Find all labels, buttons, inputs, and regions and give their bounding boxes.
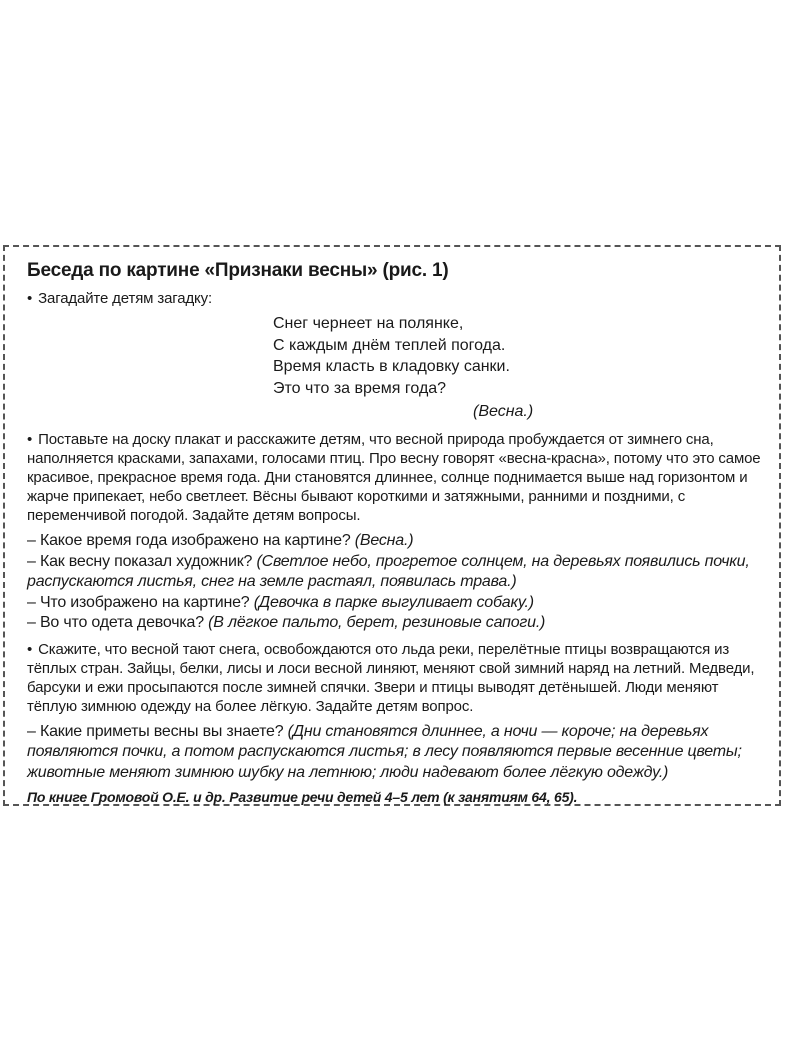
question-item xyxy=(27,531,761,552)
paragraph-spring-nature-text: Поставьте на доску плакат и расскажите детям, что весной природа пробуждается от зимнего сна, наполняется красками, запахами, голосами птиц. Про весну говорят «весна-красна», потому что это самое красивое, прекрасное время года. Дни становятся длиннее, солнце поднимается выше над горизонтом и жарче припекает, небо светлеет. Вёсны бывают короткими и затяжными, ранними и поздними, с переменчивой погодой. Задайте детям вопросы. xyxy=(27,431,761,524)
poem-line: С каждым днём теплей погода. xyxy=(273,336,506,354)
poem-line: Снег чернеет на полянке, xyxy=(273,315,464,332)
answer-text: (Дни становятся длиннее, а ночи — короче; на деревьях появляются почки, а потом распускаются листья; в лесу появляются первые весенние цветы; животные меняют зимнюю шубку на летнюю; люди надевают более лёгкую одежду.) xyxy=(27,722,742,781)
question-text: – Как весну показал художник? xyxy=(27,552,257,570)
paragraph-spring-animals-text: Скажите, что весной тают снега, освобождаются ото льда реки, перелётные птицы возвращаются из тёплых стран. Зайцы, белки, лисы и лоси весной линяют, меняют свой зимний наряд на летний. Медведи, барсуки и ежи просыпаются после зимней спячки. Звери и птицы выводят детёнышей. Люди меняют тёплую зимнюю одежду на более лёгкую. Задайте детям вопрос. xyxy=(27,640,755,715)
answer-text: (Весна.) xyxy=(354,532,414,549)
question-item xyxy=(27,593,761,614)
question-text: – Какое время года изображено на картине? xyxy=(27,532,355,549)
lesson-card xyxy=(3,245,781,806)
question-text: – Какие приметы весны вы знаете? xyxy=(27,722,288,740)
source-citation: По книге Громовой О.Е. и др. Развитие речи детей 4–5 лет (к занятиям 64, 65). xyxy=(27,789,578,805)
poem-line: Это что за время года? xyxy=(273,379,447,397)
riddle-poem xyxy=(273,313,761,399)
riddle-intro-text: Загадайте детям загадку: xyxy=(38,290,213,307)
answer-text: (Светлое небо, прогретое солнцем, на деревьях появились почки, распускаются листья, снег на земле растаял, появилась трава.) xyxy=(27,552,750,590)
riddle-answer: (Весна.) xyxy=(473,403,534,420)
paragraph-spring-animals xyxy=(27,640,761,716)
question-item xyxy=(27,613,761,634)
question-item xyxy=(27,552,761,593)
paragraph-spring-nature xyxy=(27,430,761,525)
answer-text: (Девочка в парке выгуливает собаку.) xyxy=(253,593,534,611)
question-text: – Во что одета девочка? xyxy=(27,614,209,631)
lesson-title: Беседа по картине «Признаки весны» (рис. 1) xyxy=(27,260,449,281)
answer-text: (В лёгкое пальто, берет, резиновые сапоги.) xyxy=(208,614,546,631)
riddle-intro xyxy=(27,289,761,308)
question-text: – Что изображено на картине? xyxy=(27,593,254,611)
poem-line: Время класть в кладовку санки. xyxy=(273,358,510,375)
question-item xyxy=(27,722,761,784)
